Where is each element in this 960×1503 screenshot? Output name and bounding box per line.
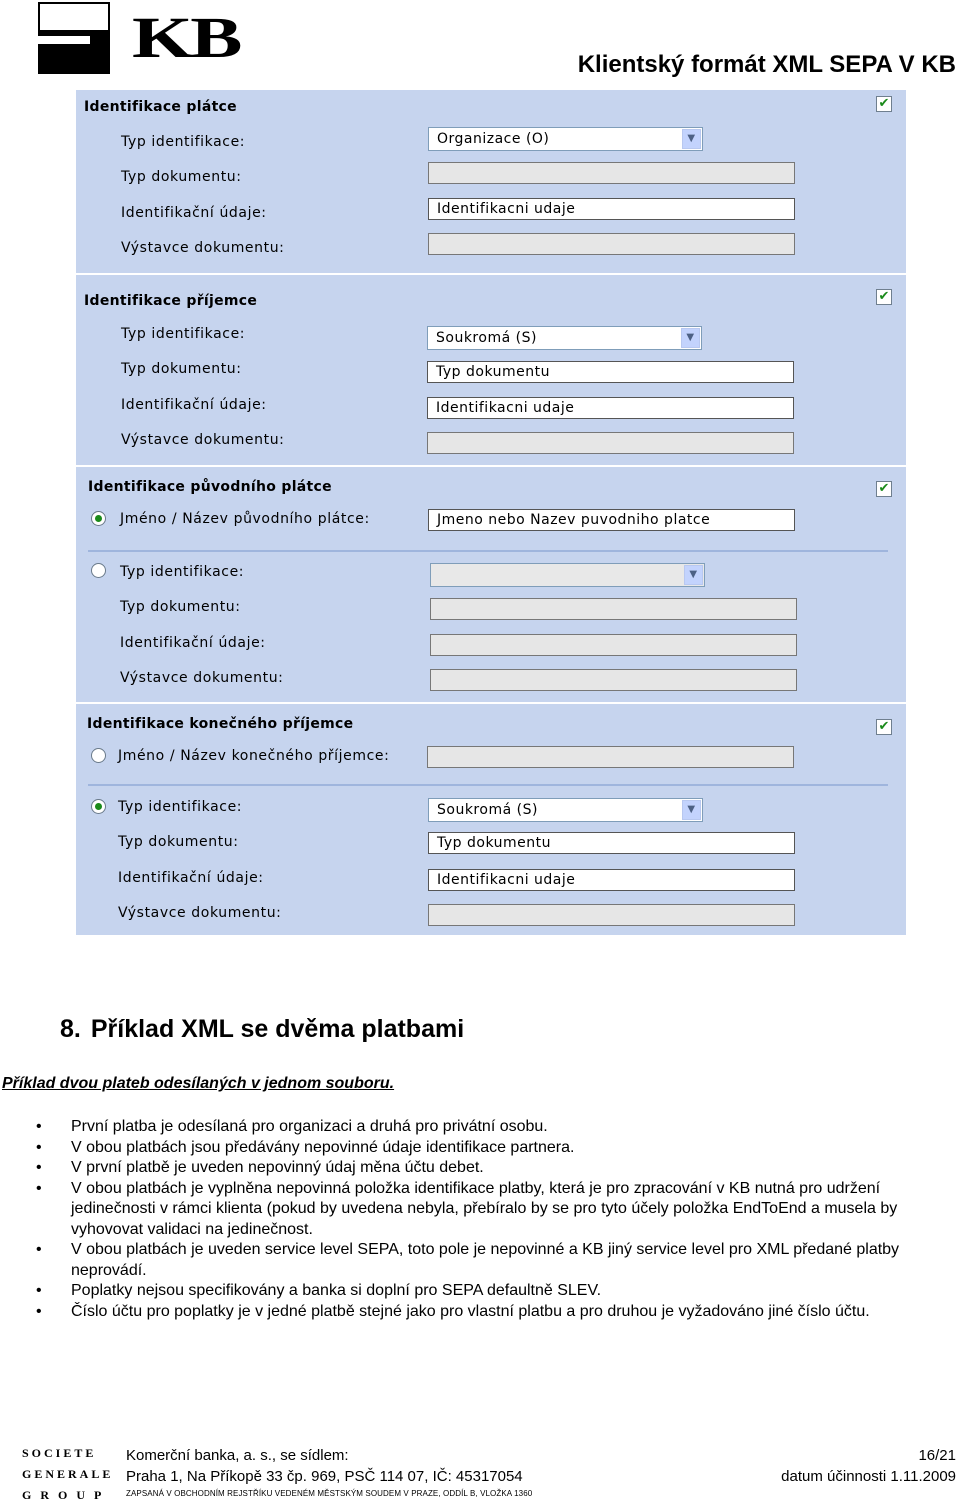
sg-line: GROUP [22, 1488, 111, 1502]
field-label: Jméno / Název konečného příjemce: [118, 748, 390, 764]
ultimate-payer-id-radio[interactable] [91, 563, 106, 578]
check-icon: ✔ [878, 96, 890, 111]
footer-address: Praha 1, Na Příkopě 33 čp. 969, PSČ 114 07, IČ: 45317054 [126, 1468, 523, 1485]
list-item: • Číslo účtu pro poplatky je v jedné platbě stejné jako pro vlastní platbu a pro druhou je vyžadováno jiné číslo účtu. [0, 1302, 960, 1323]
field-label: Typ identifikace: [121, 326, 246, 342]
payer-doc-type-input[interactable] [428, 162, 795, 184]
footer-registry: ZAPSANÁ V OBCHODNÍM REJSTŘÍKU VEDENÉM MĚSTSKÝM SOUDEM V PRAZE, ODDÍL B, VLOŽKA 1360 [126, 1489, 533, 1498]
field-label: Výstavce dokumentu: [118, 905, 282, 921]
ultimate-payee-id-radio[interactable] [91, 799, 106, 814]
payee-id-type-select[interactable] [427, 326, 702, 350]
kb-logo-text: KB [132, 5, 240, 70]
field-label: Identifikační údaje: [118, 870, 264, 886]
field-label: Jméno / Název původního plátce: [120, 511, 370, 527]
payer-section-checkbox[interactable] [876, 96, 892, 112]
ultimate-payee-issuer-input[interactable] [428, 904, 795, 926]
page-number: 16/21 [918, 1447, 956, 1464]
list-item: • Poplatky nejsou specifikovány a banka si doplní pro SEPA defaultně SLEV. [0, 1281, 960, 1302]
ultimate-payee-id-type-select[interactable] [428, 798, 703, 822]
field-label: Výstavce dokumentu: [121, 240, 285, 256]
ultimate-payer-id-type-select[interactable] [430, 563, 705, 587]
section-title: Identifikace původního plátce [88, 479, 332, 495]
ultimate-payer-section-checkbox[interactable] [876, 481, 892, 497]
payee-issuer-input[interactable] [427, 432, 794, 454]
field-label: Identifikační údaje: [121, 205, 267, 221]
list-item: • První platba je odesílaná pro organizaci a druhá pro privátní osobu. [0, 1117, 960, 1138]
document-title: Klientský formát XML SEPA V KB [577, 51, 956, 78]
field-label: Identifikační údaje: [120, 635, 266, 651]
list-item: • V první platbě je uveden nepovinný údaj měna účtu debet. [0, 1158, 960, 1179]
section-title: Identifikace konečného příjemce [87, 716, 354, 732]
chevron-down-icon[interactable]: ▼ [682, 800, 701, 820]
example-caption: Příklad dvou plateb odesílaných v jednom souboru. [2, 1075, 395, 1092]
section-title: Příklad XML se dvěma platbami [90, 1015, 465, 1043]
partner-identification-form [76, 90, 906, 935]
field-label: Typ dokumentu: [120, 599, 241, 615]
select-value: Soukromá (S) [436, 330, 537, 346]
ultimate-payee-name-radio[interactable] [91, 748, 106, 763]
check-icon: ✔ [878, 289, 890, 304]
payee-section-checkbox[interactable] [876, 289, 892, 305]
ultimate-payee-name-input[interactable] [427, 746, 794, 768]
ultimate-payer-issuer-input[interactable] [430, 669, 797, 691]
field-label: Identifikační údaje: [121, 397, 267, 413]
section-divider [76, 702, 906, 704]
footer-company: Komerční banka, a. s., se sídlem: [126, 1447, 349, 1464]
section-heading [60, 1012, 464, 1046]
section-title: Identifikace plátce [84, 99, 237, 115]
ultimate-payer-name-radio[interactable] [91, 511, 106, 526]
ultimate-payee-doc-type-input[interactable]: Typ dokumentu [428, 832, 795, 854]
bullet-list [0, 1117, 960, 1322]
section-number: 8. [60, 1015, 81, 1043]
sg-line: GENERALE [22, 1467, 114, 1481]
chevron-down-icon[interactable]: ▼ [684, 565, 703, 585]
payee-id-data-input[interactable]: Identifikacni udaje [427, 397, 794, 419]
payer-id-data-input[interactable]: Identifikacni udaje [428, 198, 795, 220]
section-title: Identifikace příjemce [84, 293, 258, 309]
select-value: Organizace (O) [437, 131, 550, 147]
chevron-down-icon[interactable]: ▼ [681, 328, 700, 348]
field-label: Typ dokumentu: [121, 361, 242, 377]
ultimate-payer-name-input[interactable]: Jmeno nebo Nazev puvodniho platce [428, 509, 795, 531]
check-icon: ✔ [878, 481, 890, 496]
field-label: Výstavce dokumentu: [121, 432, 285, 448]
field-label: Typ identifikace: [120, 564, 245, 580]
sub-divider [88, 784, 888, 786]
ultimate-payer-doc-type-input[interactable] [430, 598, 797, 620]
field-label: Typ dokumentu: [118, 834, 239, 850]
effective-date: datum účinnosti 1.11.2009 [781, 1468, 956, 1485]
field-label: Typ identifikace: [121, 134, 246, 150]
ultimate-payee-id-data-input[interactable]: Identifikacni udaje [428, 869, 795, 891]
sg-line: SOCIETE [22, 1446, 97, 1460]
list-item: • V obou platbách je uveden service level SEPA, toto pole je nepovinné a KB jiný service level pro XML předané platby neprovádí. [0, 1240, 960, 1281]
section-divider [76, 273, 906, 275]
check-icon: ✔ [878, 719, 890, 734]
chevron-down-icon[interactable]: ▼ [682, 129, 701, 149]
ultimate-payee-section-checkbox[interactable] [876, 719, 892, 735]
list-item: • V obou platbách je vyplněna nepovinná položka identifikace platby, která je pro zpracování v KB nutná pro udržení jedinečnosti v rámci klienta (pokud by uvedena nebyla, přebíralo by se pro tyto účely položka EndToEnd a musela by vyhovovat validaci na jedinečnost. [0, 1179, 960, 1241]
payer-id-type-select[interactable] [428, 127, 703, 151]
select-value: Soukromá (S) [437, 802, 538, 818]
field-label: Typ dokumentu: [121, 169, 242, 185]
section-divider [76, 465, 906, 467]
list-item: • V obou platbách jsou předávány nepovinné údaje identifikace partnera. [0, 1138, 960, 1159]
payer-issuer-input[interactable] [428, 233, 795, 255]
ultimate-payer-id-data-input[interactable] [430, 634, 797, 656]
field-label: Výstavce dokumentu: [120, 670, 284, 686]
field-label: Typ identifikace: [118, 799, 243, 815]
kb-logo-mark [38, 2, 110, 74]
payee-doc-type-input[interactable]: Typ dokumentu [427, 361, 794, 383]
sub-divider [88, 550, 888, 552]
